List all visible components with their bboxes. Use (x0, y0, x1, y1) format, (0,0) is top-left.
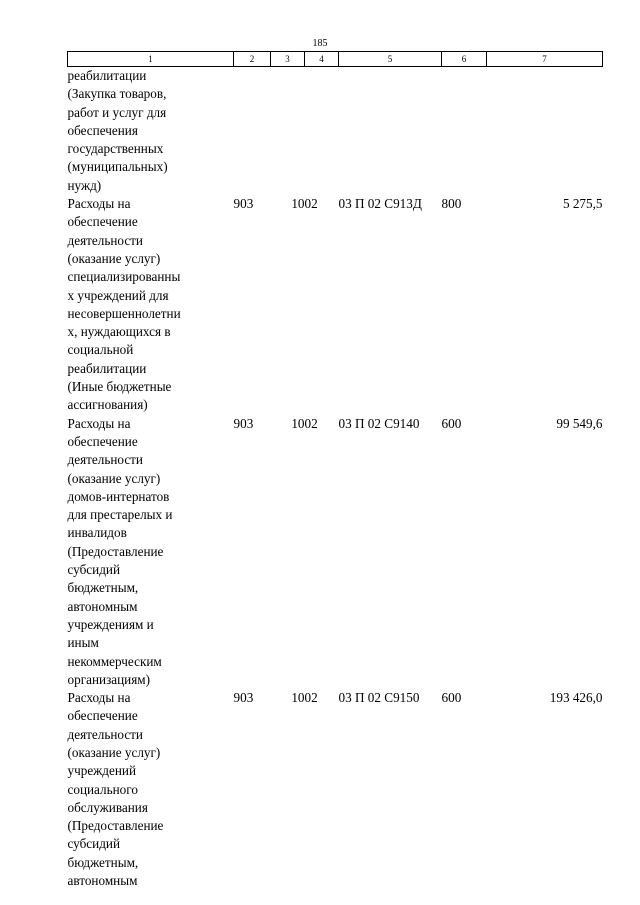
description-line: субсидий (67, 836, 121, 852)
subsection-code (305, 67, 339, 196)
department-code: 903 (233, 415, 254, 431)
column-header-6: 6 (442, 52, 487, 67)
description-line: социального (67, 781, 138, 797)
description-line: (Иные бюджетные (67, 379, 172, 395)
description-line: субсидий (67, 562, 121, 578)
description-line: несовершеннолетни (67, 305, 181, 321)
table-row (68, 67, 603, 196)
description-line: обеспечение (67, 708, 138, 724)
description-line: автономным (67, 598, 138, 614)
section-code (271, 67, 305, 196)
description-line: некоммерческим (67, 653, 162, 669)
description-line: домов-интернатов (67, 488, 170, 504)
page-number: 185 (312, 38, 328, 49)
description-line: (муниципальных) (67, 159, 168, 175)
column-header-1: 1 (68, 52, 234, 67)
column-header-7: 7 (487, 52, 603, 67)
column-number-header (68, 52, 603, 67)
description-line: обслуживания (67, 799, 148, 815)
description-line: организациям) (67, 671, 151, 687)
description-line: х учреждений для (67, 287, 169, 303)
description-line: инвалидов (67, 525, 127, 541)
description-line: для престарелых и (67, 507, 173, 523)
column-header-2: 2 (234, 52, 271, 67)
description-line: автономным (67, 873, 138, 889)
description-line: Расходы на (67, 415, 131, 431)
target-article-code: 03 П 02 С9150 (338, 690, 420, 706)
subsection-code: 02 (304, 690, 318, 706)
description-line: деятельности (67, 232, 143, 248)
description-line: (оказание услуг) (67, 250, 161, 266)
description-line: реабилитации (67, 360, 147, 376)
description-line: ассигнования) (67, 397, 148, 413)
description-line: х, нуждающихся в (67, 324, 171, 340)
expense-description (68, 195, 234, 415)
target-article-code (339, 67, 442, 196)
description-line: бюджетным, (67, 854, 139, 870)
column-header-5: 5 (339, 52, 442, 67)
description-line: обеспечение (67, 433, 138, 449)
column-header-3: 3 (271, 52, 305, 67)
description-line: (Предоставление (67, 543, 164, 559)
description-line: Расходы на (67, 690, 131, 706)
description-line: (Предоставление (67, 818, 164, 834)
table-row (68, 195, 603, 415)
description-line: учреждений (67, 763, 137, 779)
description-line: деятельности (67, 726, 143, 742)
target-article-code: 03 П 02 С9140 (338, 415, 420, 431)
subsection-code: 02 (304, 196, 318, 212)
description-line: социальной (67, 342, 134, 358)
description-line: учреждениям и (67, 616, 154, 632)
expense-type-code: 800 (441, 196, 462, 212)
column-header-4: 4 (305, 52, 339, 67)
expense-type-code (442, 67, 487, 196)
description-line: (оказание услуг) (67, 470, 161, 486)
description-line: деятельности (67, 452, 143, 468)
amount-value: 5 275,5 (562, 196, 603, 212)
department-code: 903 (233, 196, 254, 212)
description-line: реабилитации (67, 68, 147, 83)
department-code: 903 (233, 690, 254, 706)
expense-description (68, 67, 234, 196)
description-line: обеспечения (67, 122, 138, 138)
description-line: обеспечение (67, 214, 138, 230)
budget-table (67, 51, 603, 890)
description-line: государственных (67, 141, 164, 157)
table-row (68, 415, 603, 689)
amount-value (487, 67, 603, 196)
department-code (234, 67, 271, 196)
description-line: специализированны (67, 269, 181, 285)
section-code: 10 (291, 196, 305, 212)
description-line: иным (67, 635, 99, 651)
expense-type-code: 600 (441, 690, 462, 706)
description-line: бюджетным, (67, 580, 139, 596)
amount-value: 99 549,6 (556, 415, 603, 431)
table-body (68, 67, 603, 891)
amount-value: 193 426,0 (549, 690, 603, 706)
target-article-code: 03 П 02 С913Д (338, 196, 422, 212)
expense-description (68, 415, 234, 689)
description-line: (Закупка товаров, (67, 86, 167, 102)
description-line: нужд) (67, 177, 102, 193)
expense-description (68, 689, 234, 890)
subsection-code: 02 (304, 415, 318, 431)
section-code: 10 (291, 690, 305, 706)
description-line: (оказание услуг) (67, 744, 161, 760)
expense-type-code: 600 (441, 415, 462, 431)
description-line: работ и услуг для (67, 104, 167, 120)
table-row (68, 689, 603, 890)
description-line: Расходы на (67, 196, 131, 212)
section-code: 10 (291, 415, 305, 431)
